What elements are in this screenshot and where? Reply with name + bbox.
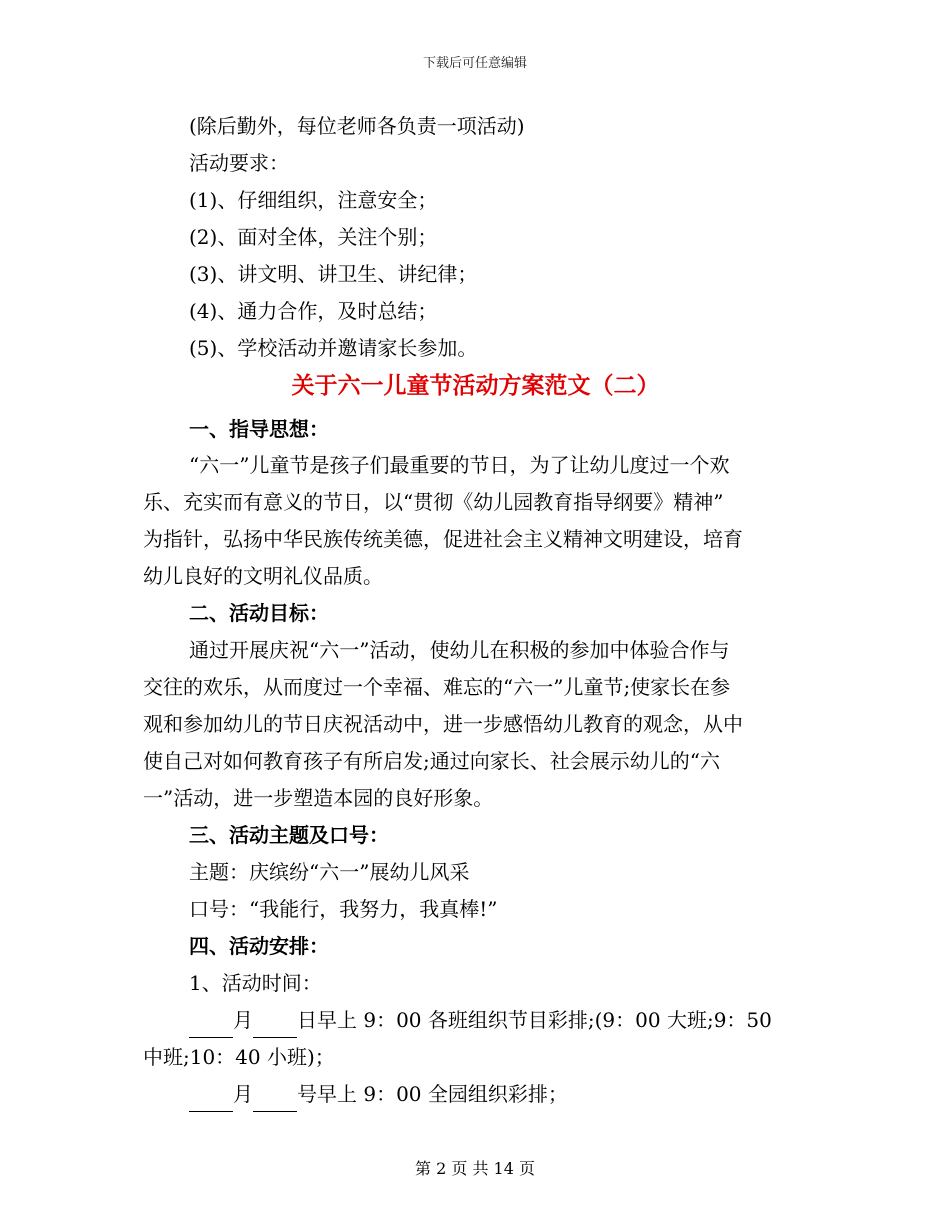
schedule-line — [189, 1002, 772, 1038]
list-item: (1)、仔细组织，注意安全； — [189, 188, 438, 212]
text-schedule: 日早上 9：00 各班组织节目彩排;(9：00 大班;9：50 — [297, 1008, 772, 1032]
list-item: (3)、讲文明、讲卫生、讲纪律； — [189, 262, 478, 286]
list-item: (5)、学校活动并邀请家长参加。 — [189, 336, 478, 360]
paragraph-line: 一”活动，进一步塑造本园的良好形象。 — [143, 786, 494, 810]
schedule-line: 中班;10：40 小班)； — [143, 1045, 335, 1069]
schedule-line — [189, 1076, 568, 1112]
text-month: 月 — [233, 1008, 253, 1032]
text-schedule: 号早上 9：00 全园组织彩排； — [297, 1082, 568, 1106]
blank-month — [189, 1015, 233, 1038]
paragraph-line: 使自己对如何教育孩子有所启发;通过向家长、社会展示幼儿的“六 — [143, 749, 720, 773]
heading-activity-arrangement: 四、活动安排： — [189, 934, 329, 958]
blank-day — [253, 1089, 297, 1112]
section-title: 关于六一儿童节活动方案范文（二） — [291, 373, 660, 399]
page-header: 下载后可任意编辑 — [422, 56, 527, 71]
text-line: (除后勤外，每位老师各负责一项活动) — [189, 114, 525, 138]
paragraph-guiding-thought — [143, 447, 803, 595]
heading-guiding-thought: 一、指导思想： — [189, 417, 329, 441]
paragraph-line: 为指针，弘扬中华民族传统美德，促进社会主义精神文明建设，培育 — [143, 527, 743, 551]
heading-theme-slogan: 三、活动主题及口号： — [189, 823, 389, 847]
text-month: 月 — [233, 1082, 253, 1106]
paragraph-line: “六一”儿童节是孩子们最重要的节日，为了让幼儿度过一个欢 — [189, 453, 730, 477]
paragraph-line: 幼儿良好的文明礼仪品质。 — [143, 564, 383, 588]
paragraph-line: 观和参加幼儿的节日庆祝活动中，进一步感悟幼儿教育的观念，从中 — [143, 712, 743, 736]
text-slogan: 口号：“我能行，我努力，我真棒!” — [189, 897, 498, 921]
paragraph-line: 乐、充实而有意义的节日，以“贯彻《幼儿园教育指导纲要》精神” — [143, 490, 724, 514]
paragraph-line: 交往的欢乐，从而度过一个幸福、难忘的“六一”儿童节;使家长在参 — [143, 675, 731, 699]
heading-activity-goal: 二、活动目标： — [189, 601, 329, 625]
paragraph-line: 通过开展庆祝“六一”活动，使幼儿在积极的参加中体验合作与 — [189, 638, 730, 662]
text-activity-time: 1、活动时间： — [189, 971, 322, 995]
blank-month — [189, 1089, 233, 1112]
text-line: 活动要求： — [189, 151, 289, 175]
paragraph-activity-goal — [143, 632, 803, 817]
text-theme: 主题：庆缤纷“六一”展幼儿风采 — [189, 860, 470, 884]
list-item: (2)、面对全体，关注个别； — [189, 225, 438, 249]
page-footer: 第 2 页 共 14 页 — [415, 1159, 535, 1178]
blank-day — [253, 1015, 297, 1038]
list-item: (4)、通力合作，及时总结； — [189, 299, 438, 323]
